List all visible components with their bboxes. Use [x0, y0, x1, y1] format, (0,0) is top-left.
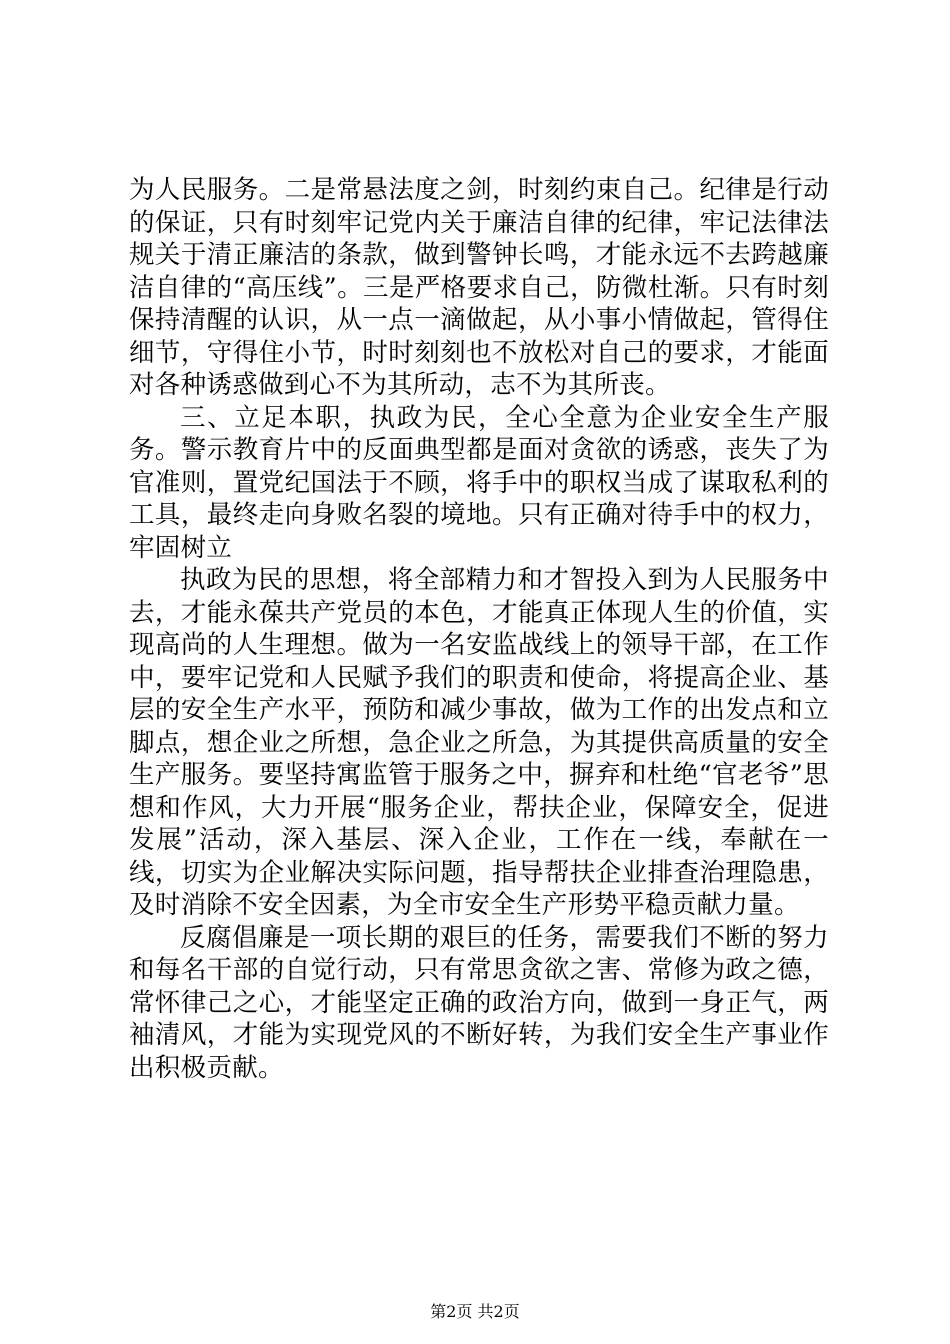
paragraph-2: 三、立足本职，执政为民，全心全意为企业安全生产服务。警示教育片中的反面典型都是面对贪欲的诱惑，丧失了为官准则，置党纪国法于不顾，将手中的职权当成了谋取私利的工具，最终走向身败名裂的境地。只有正确对待手中的权力，牢固树立 [129, 402, 829, 563]
paragraph-4: 反腐倡廉是一项长期的艰巨的任务，需要我们不断的努力和每名干部的自觉行动，只有常思贪欲之害、常修为政之德，常怀律己之心，才能坚定正确的政治方向，做到一身正气，两袖清风，才能为实现党风的不断好转，为我们安全生产事业作出积极贡献。 [129, 922, 829, 1083]
paragraph-3: 执政为民的思想，将全部精力和才智投入到为人民服务中去，才能永葆共产党员的本色，才能真正体现人生的价值，实现高尚的人生理想。做为一名安监战线上的领导干部，在工作中，要牢记党和人民赋予我们的职责和使命，将提高企业、基层的安全生产水平，预防和减少事故，做为工作的出发点和立脚点，想企业之所想，急企业之所急，为其提供高质量的安全生产服务。要坚持寓监管于服务之中，摒弃和杜绝“官老爷”思想和作风，大力开展“服务企业，帮扶企业，保障安全，促进发展”活动，深入基层、深入企业，工作在一线，奉献在一线，切实为企业解决实际问题，指导帮扶企业排查治理隐患，及时消除不安全因素，为全市安全生产形势平稳贡献力量。 [129, 565, 829, 920]
page-number-label: 第2页 共2页 [430, 1302, 520, 1321]
page-footer [0, 1302, 950, 1322]
paragraph-1: 为人民服务。二是常悬法度之剑，时刻约束自己。纪律是行动的保证，只有时刻牢记党内关于廉洁自律的纪律，牢记法律法规关于清正廉洁的条款，做到警钟长鸣，才能永远不去跨越廉洁自律的“高压线”。三是严格要求自己，防微杜渐。只有时刻保持清醒的认识，从一点一滴做起，从小事小情做起，管得住细节，守得住小节，时时刻刻也不放松对自己的要求，才能面对各种诱惑做到心不为其所动，志不为其所丧。 [129, 175, 829, 400]
document-body [129, 174, 829, 1084]
